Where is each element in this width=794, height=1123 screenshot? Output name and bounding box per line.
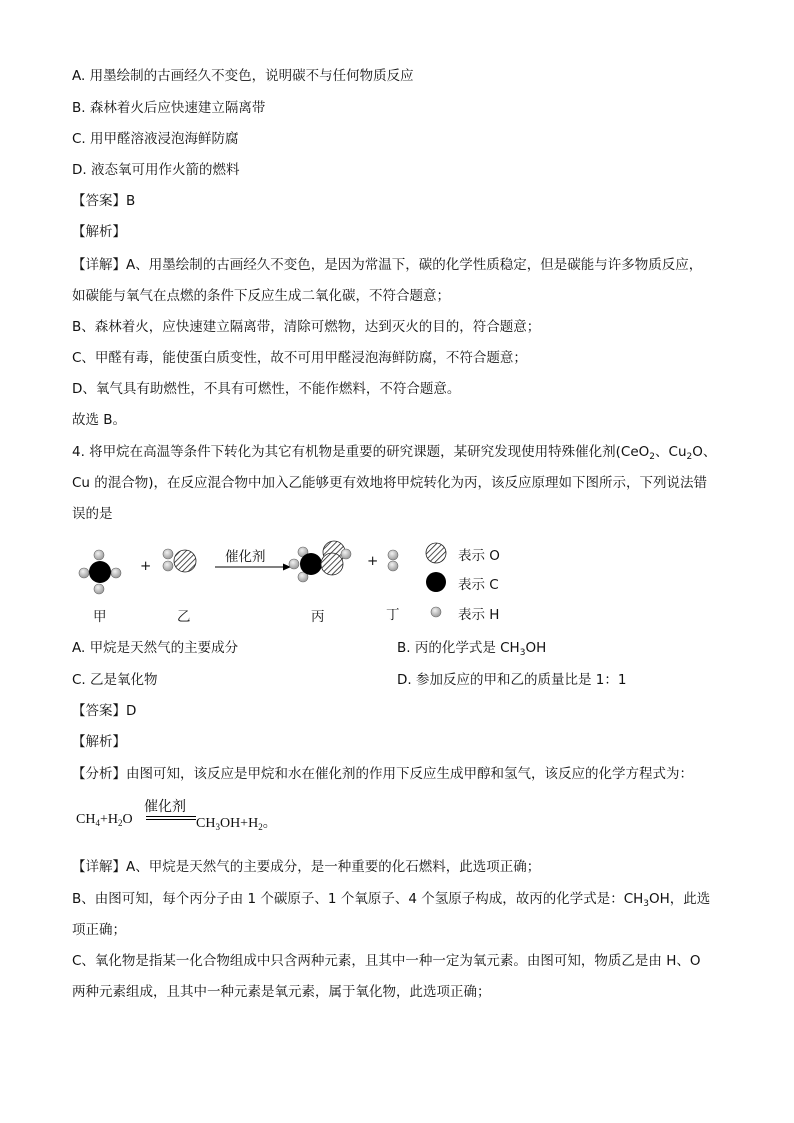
q3-detail-b: B、森林着火，应快速建立隔离带，清除可燃物，达到灭火的目的，符合题意； [72,319,541,335]
label-yi: 乙 [177,609,191,625]
q4-analysis-tag: 【解析】 [72,734,126,750]
option-text: B. 丙的化学式是 CH [397,640,520,656]
q3-option-a: A. 用墨绘制的古画经久不变色，说明碳不与任何物质反应 [72,68,414,84]
legend-hydrogen-symbol [431,607,441,617]
answer-value: D [126,703,137,719]
chemical-equation [76,796,376,836]
stem-text: 4. 将甲烷在高温等条件下转化为其它有机物是重要的研究课题，某研究发现使用特殊催化剂(CeO [72,444,650,460]
stem-sub: 2 [649,452,656,462]
stem-text: O、 [692,444,717,460]
q3-conclusion: 故选 B。 [72,412,127,428]
equation-line [146,816,196,817]
q4-detail-b-line1: B、由图可知，每个丙分子由 1 个碳原子、1 个氧原子、4 个氢原子构成，故丙的化学式是：$CH_3OH$，此选 [72,891,711,909]
label-jia: 甲 [93,609,107,625]
hydrogen-molecule [388,550,398,571]
q4-option-d: D. 参加反应的甲和乙的质量比是 1：1 [397,672,627,688]
plus-sign: + [140,558,152,574]
q4-detail-c-line2: 两种元素组成，且其中一种元素是氧元素，属于氧化物，此选项正确； [72,984,491,1000]
q3-option-d: D. 液态氧可用作火箭的燃料 [72,162,240,178]
water-molecule [163,549,196,572]
q3-detail-a-line2: 如碳能与氧气在点燃的条件下反应生成二氧化碳，不符合题意； [72,288,450,304]
option-sub: 3 [519,648,526,658]
fenxi-text: 由图可知，该反应是甲烷和水在催化剂的作用下反应生成甲醇和氢气，该反应的化学方程式为： [126,766,693,782]
catalyst-label: 催化剂 [225,549,266,565]
equation-line [146,819,196,820]
stem-sub: 2 [686,452,693,462]
option-text: OH [525,640,547,656]
q4-fenxi-line [72,765,693,783]
legend-carbon-label: 表示 C [458,577,499,593]
q3-answer-line [72,192,135,210]
answer-value: B [126,193,136,209]
q4-option-a: A. 甲烷是天然气的主要成分 [72,640,239,656]
q4-answer-line [72,702,136,720]
q3-option-c: C. 用甲醛溶液浸泡海鲜防腐 [72,131,239,147]
q4-stem-line1 [72,443,716,461]
legend-carbon-symbol [426,572,446,592]
label-ding: 丁 [386,607,400,623]
q4-detail-b-line2: 项正确； [72,922,126,938]
detail-text: A、用墨绘制的古画经久不变色，是因为常温下，碳的化学性质稳定，但是碳能与许多物质反应， [126,257,703,273]
q4-detail-c-line1: C、氧化物是指某一化合物组成中只含两种元素，且其中一种一定为氧元素。由图可知，物质乙是由 H、O [72,953,701,969]
methanol-molecule [289,541,351,582]
q3-option-b: B. 森林着火后应快速建立隔离带 [72,100,266,116]
legend-oxygen-symbol [426,543,446,563]
fenxi-tag: 【分析】 [72,766,126,782]
q4-option-c: C. 乙是氧化物 [72,672,158,688]
q4-detail-a-line [72,858,540,876]
q4-stem-line2: Cu 的混合物)，在反应混合物中加入乙能够更有效地将甲烷转化为丙，该反应原理如下图所示，下列说法错 [72,475,708,491]
detail-tag: 【详解】 [72,859,126,875]
stem-text: 、Cu [655,444,687,460]
legend-hydrogen-label: 表示 H [458,607,500,623]
reaction-svg [60,535,520,627]
q3-detail-a-line1 [72,256,702,274]
legend-oxygen-label: 表示 O [458,548,500,564]
detail-text: A、甲烷是天然气的主要成分，是一种重要的化石燃料，此选项正确； [126,859,541,875]
equation-condition: 催化剂 [144,799,186,815]
equation-reactants: $CH_4+H_2O$ [76,812,133,828]
label-bing: 丙 [311,609,325,625]
q4-stem-line3: 误的是 [72,506,113,522]
q3-detail-c: C、甲醛有毒，能使蛋白质变性，故不可用甲醛浸泡海鲜防腐，不符合题意； [72,350,527,366]
q4-option-b [397,639,546,657]
methane-molecule [79,550,121,594]
q3-analysis-tag: 【解析】 [72,224,126,240]
answer-tag: 【答案】 [72,703,126,719]
reaction-diagram [60,535,520,627]
answer-tag: 【答案】 [72,193,126,209]
equation-products: $CH_3OH+H_2$。 [196,816,277,832]
q3-detail-d: D、氧气具有助燃性，不具有可燃性，不能作燃料，不符合题意。 [72,381,461,397]
plus-sign: + [367,553,379,569]
detail-tag: 【详解】 [72,257,126,273]
